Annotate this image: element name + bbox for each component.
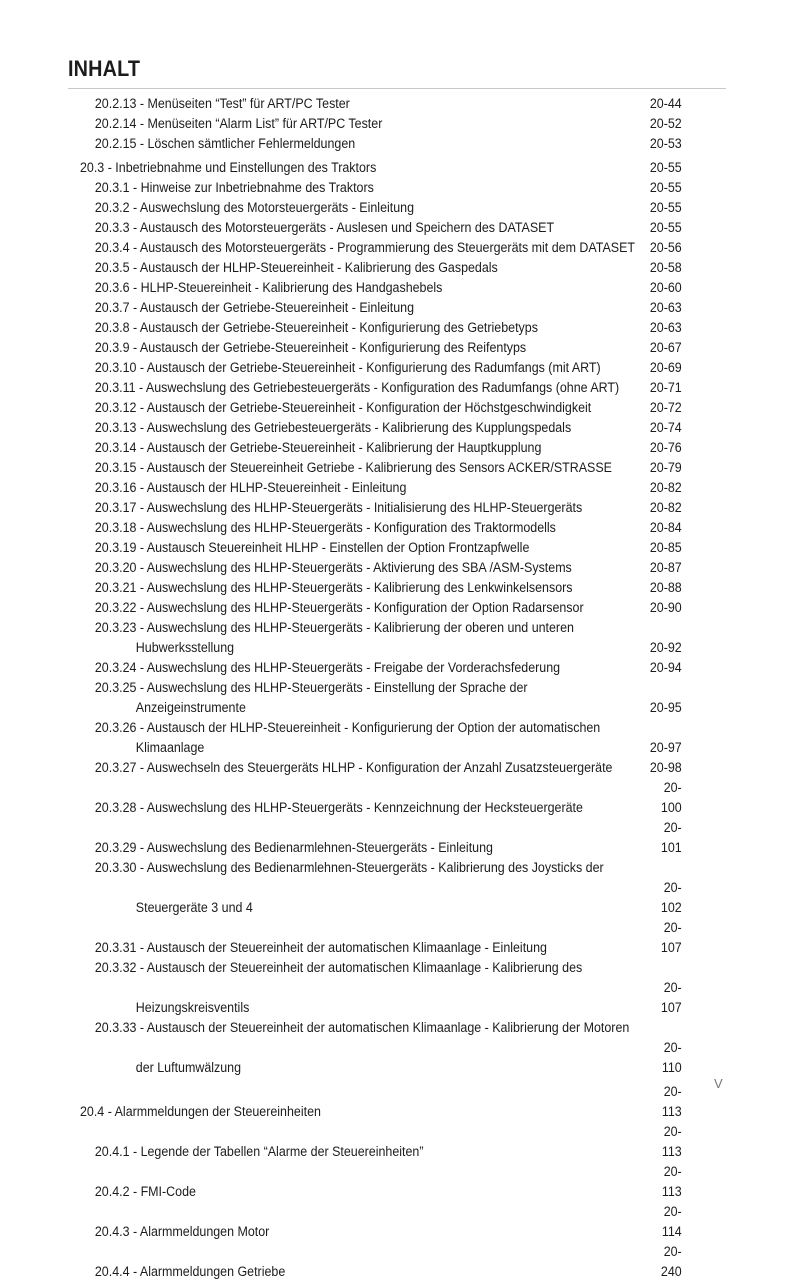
- toc-entry-title: 20.2.13 - Menüseiten “Test” für ART/PC Tester: [94, 96, 350, 111]
- toc-entry-title: 20.3.26 - Austausch der HLHP-Steuereinheit - Konfigurierung der Option der automatischen: [94, 720, 601, 735]
- toc-entry-page: 20-52: [649, 116, 682, 131]
- toc-entry[interactable]: [80, 1122, 682, 1162]
- toc-entry[interactable]: [80, 218, 682, 238]
- toc-entry-title-continuation: Klimaanlage: [135, 740, 205, 755]
- toc-entry-title: 20.3.11 - Auswechslung des Getriebesteuergeräts - Konfiguration des Radumfangs (ohne ART): [94, 380, 620, 395]
- toc-entry-page: 20-53: [649, 136, 682, 151]
- toc-entry-page: 20-107: [660, 920, 682, 955]
- toc-entry[interactable]: [80, 678, 682, 698]
- toc-entry-page: 20-55: [649, 200, 682, 215]
- toc-entry[interactable]: [80, 818, 682, 858]
- toc-entry-title: 20.3.8 - Austausch der Getriebe-Steuereinheit - Konfigurierung des Getriebetyps: [94, 320, 538, 335]
- toc-entry-page: 20-55: [649, 180, 682, 195]
- toc-entry-title: 20.3.10 - Austausch der Getriebe-Steuereinheit - Konfigurierung des Radumfangs (mit ART): [94, 360, 601, 375]
- toc-entry-title: 20.3.21 - Auswechslung des HLHP-Steuergeräts - Kalibrierung des Lenkwinkelsensors: [94, 580, 573, 595]
- toc-entry-page: 20-110: [661, 1040, 682, 1075]
- toc-entry-title: 20.2.14 - Menüseiten “Alarm List” für ART/PC Tester: [94, 116, 383, 131]
- toc-entry-title: 20.3.31 - Austausch der Steuereinheit der automatischen Klimaanlage - Einleitung: [94, 940, 547, 955]
- toc-entry[interactable]: [80, 858, 682, 878]
- toc-entry-title: 20.3.30 - Auswechslung des Bedienarmlehnen-Steuergeräts - Kalibrierung des Joysticks der: [94, 860, 604, 875]
- toc-entry[interactable]: [80, 598, 682, 618]
- toc-entry[interactable]: [80, 758, 682, 778]
- toc-entry-title: 20.4.2 - FMI-Code: [94, 1184, 196, 1199]
- toc-entry-title: 20.3.19 - Austausch Steuereinheit HLHP - Einstellen der Option Frontzapfwelle: [94, 540, 530, 555]
- toc-entry-title: 20.3.15 - Austausch der Steuereinheit Getriebe - Kalibrierung des Sensors ACKER/STRASSE: [94, 460, 612, 475]
- toc-entry[interactable]: [80, 418, 682, 438]
- toc-entry[interactable]: [80, 658, 682, 678]
- toc-entry-title: 20.3.18 - Auswechslung des HLHP-Steuergeräts - Konfiguration des Traktormodells: [94, 520, 556, 535]
- toc-section-heading[interactable]: [80, 1082, 682, 1122]
- toc-entry-page: 20-74: [649, 420, 682, 435]
- toc-entry-page: 20-113: [661, 1164, 682, 1199]
- toc-entry[interactable]: [80, 134, 682, 154]
- toc-entry-page: 20-107: [660, 980, 682, 1015]
- toc-entry[interactable]: [80, 114, 682, 134]
- title-divider: [68, 88, 726, 89]
- toc-entry[interactable]: [80, 198, 682, 218]
- toc-entry-page: 20-60: [649, 280, 682, 295]
- toc-entry-page: 20-95: [649, 700, 682, 715]
- toc-entry[interactable]: [80, 258, 682, 278]
- toc-entry-page: 20-79: [649, 460, 682, 475]
- toc-entry-title-continuation: Heizungskreisventils: [135, 1000, 250, 1015]
- toc-entry-page: 20-240: [660, 1244, 682, 1279]
- toc-entry-continuation[interactable]: [80, 698, 682, 718]
- toc-entry-page: 20-69: [649, 360, 682, 375]
- toc-entry-title: 20.3.23 - Auswechslung des HLHP-Steuergeräts - Kalibrierung der oberen und unteren: [94, 620, 574, 635]
- toc-entry-title: 20.4.3 - Alarmmeldungen Motor: [94, 1224, 270, 1239]
- toc-entry[interactable]: [80, 1162, 682, 1202]
- toc-entry[interactable]: [80, 1202, 682, 1242]
- toc-entry-page: 20-58: [649, 260, 682, 275]
- toc-entry-page: 20-113: [661, 1124, 682, 1159]
- toc-entry-title-continuation: der Luftumwälzung: [135, 1060, 242, 1075]
- toc-entry-page: 20-87: [649, 560, 682, 575]
- toc-entry-title: 20.3.1 - Hinweise zur Inbetriebnahme des Traktors: [94, 180, 374, 195]
- toc-entry-title: 20.3.16 - Austausch der HLHP-Steuereinheit - Einleitung: [94, 480, 407, 495]
- toc-entry[interactable]: [80, 618, 682, 638]
- toc-entry-page: 20-90: [649, 600, 682, 615]
- toc-entry-page: 20-92: [649, 640, 682, 655]
- toc-entry-continuation[interactable]: [80, 978, 682, 1018]
- toc-entry-page: 20-82: [649, 480, 682, 495]
- toc-entry-page: 20-55: [649, 220, 682, 235]
- toc-entry-page: 20-63: [649, 300, 682, 315]
- toc-entry-page: 20-102: [660, 880, 682, 915]
- toc-entry-page: 20-82: [649, 500, 682, 515]
- toc-entry-title: 20.3.24 - Auswechslung des HLHP-Steuergeräts - Freigabe der Vorderachsfederung: [94, 660, 561, 675]
- toc-entry-title: 20.3.14 - Austausch der Getriebe-Steuereinheit - Kalibrierung der Hauptkupplung: [94, 440, 542, 455]
- toc-entry[interactable]: [80, 578, 682, 598]
- toc-entry[interactable]: [80, 238, 682, 258]
- toc-entry-title: 20.3.13 - Auswechslung des Getriebesteuergeräts - Kalibrierung des Kupplungspedals: [94, 420, 572, 435]
- toc-entry[interactable]: [80, 558, 682, 578]
- toc-entry[interactable]: [80, 778, 682, 818]
- toc-entry-page: 20-88: [649, 580, 682, 595]
- toc-entry-page: 20-44: [649, 96, 682, 111]
- toc-entry[interactable]: [80, 298, 682, 318]
- toc-entry[interactable]: [80, 378, 682, 398]
- toc-entry-continuation[interactable]: [80, 1038, 682, 1078]
- toc-entry-title: 20.3.25 - Auswechslung des HLHP-Steuergeräts - Einstellung der Sprache der: [94, 680, 528, 695]
- toc-entry-page: 20-94: [649, 660, 682, 675]
- toc-entry-title: 20.3.6 - HLHP-Steuereinheit - Kalibrierung des Handgashebels: [94, 280, 443, 295]
- toc-entry-title: 20.3.5 - Austausch der HLHP-Steuereinheit - Kalibrierung des Gaspedals: [94, 260, 498, 275]
- toc-entry[interactable]: [80, 458, 682, 478]
- toc-entry-page: 20-85: [649, 540, 682, 555]
- toc-entry[interactable]: [80, 338, 682, 358]
- toc-entry-continuation[interactable]: [80, 738, 682, 758]
- toc-entry[interactable]: [80, 958, 682, 978]
- toc-entry-title: 20.3.28 - Auswechslung des HLHP-Steuergeräts - Kennzeichnung der Hecksteuergeräte: [94, 800, 583, 815]
- toc-entry[interactable]: [80, 1018, 682, 1038]
- toc-entry[interactable]: [80, 1242, 682, 1282]
- toc-entry-title: 20.3.20 - Auswechslung des HLHP-Steuergeräts - Aktivierung des SBA /ASM-Systems: [94, 560, 572, 575]
- toc-entry-title-continuation: Anzeigeinstrumente: [135, 700, 246, 715]
- toc-entry-title: 20.3.3 - Austausch des Motorsteuergeräts - Auslesen und Speichern des DATASET: [94, 220, 555, 235]
- toc-entry-page: 20-55: [649, 160, 682, 175]
- toc-entry[interactable]: [80, 498, 682, 518]
- toc-entry-title: 20.3 - Inbetriebnahme und Einstellungen des Traktors: [80, 160, 377, 175]
- toc-entry-page: 20-100: [660, 780, 682, 815]
- toc-entry[interactable]: [80, 278, 682, 298]
- toc-entry[interactable]: [80, 94, 682, 114]
- toc-entry[interactable]: [80, 718, 682, 738]
- toc-entry-title: 20.3.33 - Austausch der Steuereinheit der automatischen Klimaanlage - Kalibrierung der Motoren: [94, 1020, 630, 1035]
- toc-section-heading[interactable]: [80, 158, 682, 178]
- toc-entry-page: 20-98: [649, 760, 682, 775]
- toc-entry[interactable]: [80, 518, 682, 538]
- toc-entry-continuation[interactable]: [80, 878, 682, 918]
- toc-entry-title: 20.3.29 - Auswechslung des Bedienarmlehnen-Steuergeräts - Einleitung: [94, 840, 493, 855]
- toc-entry-title: 20.3.9 - Austausch der Getriebe-Steuereinheit - Konfigurierung des Reifentyps: [94, 340, 527, 355]
- toc-entry-page: 20-71: [649, 380, 682, 395]
- toc-entry-title: 20.3.2 - Auswechslung des Motorsteuergeräts - Einleitung: [94, 200, 415, 215]
- toc-entry-page: 20-114: [661, 1204, 682, 1239]
- toc-entry-title: 20.3.32 - Austausch der Steuereinheit der automatischen Klimaanlage - Kalibrierung des: [94, 960, 583, 975]
- toc-entry[interactable]: [80, 478, 682, 498]
- toc-entry-page: 20-113: [661, 1084, 682, 1119]
- toc-entry-title: 20.2.15 - Löschen sämtlicher Fehlermeldungen: [94, 136, 356, 151]
- toc-entry-title: 20.3.7 - Austausch der Getriebe-Steuereinheit - Einleitung: [94, 300, 415, 315]
- toc-entry-title-continuation: Steuergeräte 3 und 4: [135, 900, 253, 915]
- toc-entry-page: 20-84: [649, 520, 682, 535]
- toc-entry-continuation[interactable]: [80, 638, 682, 658]
- toc-entry-page: 20-56: [649, 240, 682, 255]
- toc-entry-page: 20-67: [649, 340, 682, 355]
- toc-entry[interactable]: [80, 538, 682, 558]
- toc-entry[interactable]: [80, 358, 682, 378]
- toc-entry-title: 20.4 - Alarmmeldungen der Steuereinheiten: [80, 1104, 321, 1119]
- table-of-contents: [80, 94, 682, 1282]
- toc-entry-title: 20.4.4 - Alarmmeldungen Getriebe: [94, 1264, 286, 1279]
- toc-entry-page: 20-63: [649, 320, 682, 335]
- toc-entry-page: 20-76: [649, 440, 682, 455]
- toc-entry[interactable]: [80, 398, 682, 418]
- toc-entry-page: 20-72: [649, 400, 682, 415]
- toc-entry-page: 20-97: [649, 740, 682, 755]
- toc-entry-page: 20-101: [660, 820, 682, 855]
- page-title: INHALT: [68, 56, 141, 81]
- toc-entry-title: 20.3.27 - Auswechseln des Steuergeräts HLHP - Konfiguration der Anzahl Zusatzsteuergeräte: [94, 760, 613, 775]
- toc-entry[interactable]: [80, 438, 682, 458]
- toc-entry-title: 20.4.1 - Legende der Tabellen “Alarme der Steuereinheiten”: [94, 1144, 424, 1159]
- toc-entry-title-continuation: Hubwerksstellung: [135, 640, 235, 655]
- toc-entry-title: 20.3.12 - Austausch der Getriebe-Steuereinheit - Konfiguration der Höchstgeschwindigkeit: [94, 400, 592, 415]
- toc-entry-title: 20.3.22 - Auswechslung des HLHP-Steuergeräts - Konfiguration der Option Radarsensor: [94, 600, 584, 615]
- toc-entry[interactable]: [80, 918, 682, 958]
- toc-entry[interactable]: [80, 318, 682, 338]
- toc-entry-title: 20.3.17 - Auswechslung des HLHP-Steuergeräts - Initialisierung des HLHP-Steuergeräts: [94, 500, 583, 515]
- toc-entry-title: 20.3.4 - Austausch des Motorsteuergeräts - Programmierung des Steuergeräts mit dem DATASET: [94, 240, 635, 255]
- page-number: V: [714, 1076, 723, 1091]
- toc-entry[interactable]: [80, 178, 682, 198]
